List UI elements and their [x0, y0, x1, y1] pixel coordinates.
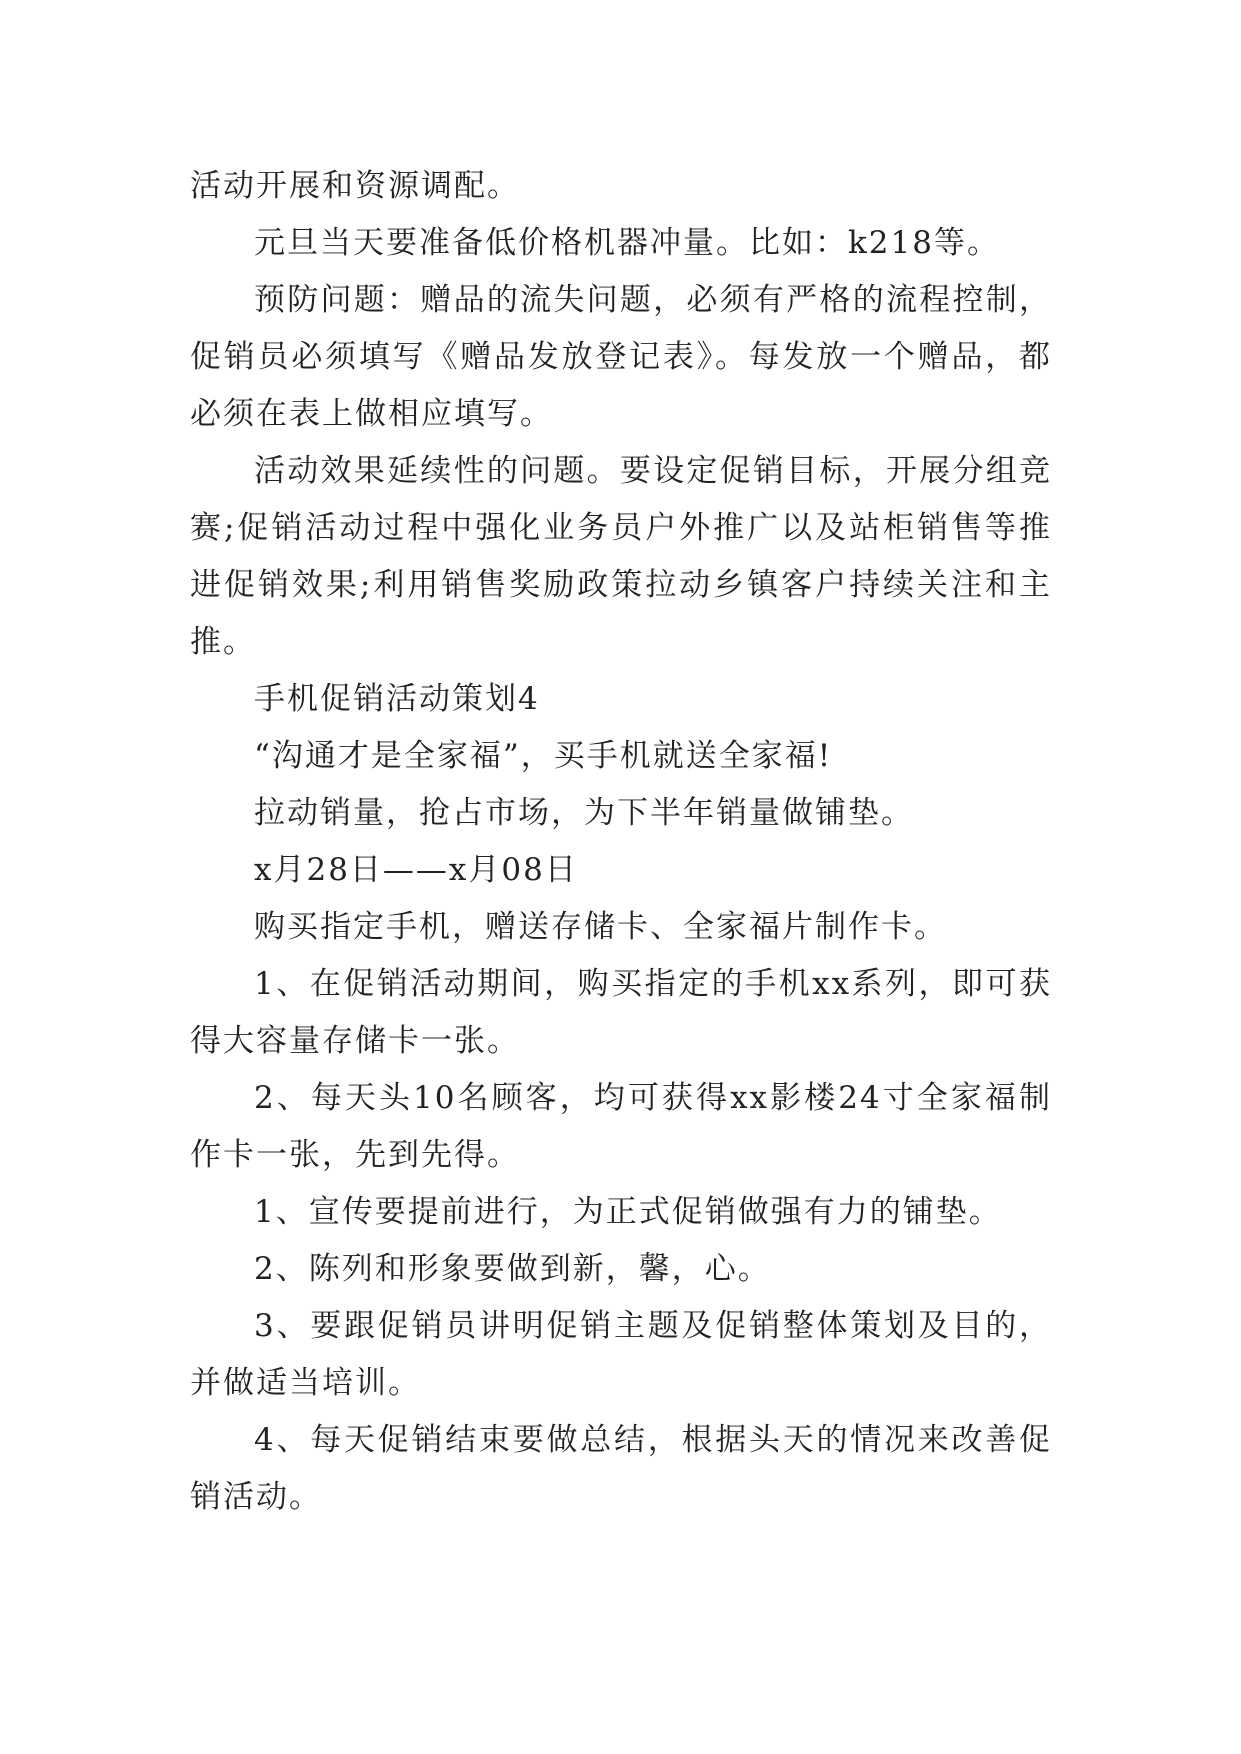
section-heading: 手机促销活动策划4 [254, 681, 540, 717]
paragraph-prevention: 预防问题：赠品的流失问题，必须有严格的流程控制，促销员必须填写《赠品发放登记表》。每发放一个赠品，都必须在表上做相应填写。 [190, 282, 1052, 432]
list-item-note-3: 3、要跟促销员讲明促销主题及促销整体策划及目的，并做适当培训。 [190, 1308, 1052, 1401]
paragraph-continuity: 活动效果延续性的问题。要设定促销目标，开展分组竞赛;促销活动过程中强化业务员户外推广以及站柜销售等推进促销效果;利用销售奖励政策拉动乡镇客户持续关注和主推。 [190, 453, 1052, 660]
paragraph-objective: 拉动销量，抢占市场，为下半年销量做铺垫。 [254, 795, 914, 831]
list-item-note-2: 2、陈列和形象要做到新，馨，心。 [254, 1251, 771, 1287]
list-item-note-1: 1、宣传要提前进行，为正式促销做强有力的铺垫。 [254, 1194, 1002, 1230]
list-item-offer-1: 1、在促销活动期间，购买指定的手机xx系列，即可获得大容量存储卡一张。 [190, 966, 1052, 1059]
paragraph-offer: 购买指定手机，赠送存储卡、全家福片制作卡。 [254, 909, 947, 945]
document-body [190, 158, 1052, 1526]
paragraph-new-year-stock: 元旦当天要准备低价格机器冲量。比如：k218等。 [254, 225, 1000, 261]
list-item-note-4: 4、每天促销结束要做总结，根据头天的情况来改善促销活动。 [190, 1422, 1052, 1515]
paragraph-slogan: “沟通才是全家福”，买手机就送全家福! [254, 738, 833, 774]
list-item-offer-2: 2、每天头10名顾客，均可获得xx影楼24寸全家福制作卡一张，先到先得。 [190, 1080, 1052, 1173]
paragraph-continuation: 活动开展和资源调配。 [190, 168, 520, 204]
paragraph-period: x月28日——x月08日 [254, 852, 578, 888]
